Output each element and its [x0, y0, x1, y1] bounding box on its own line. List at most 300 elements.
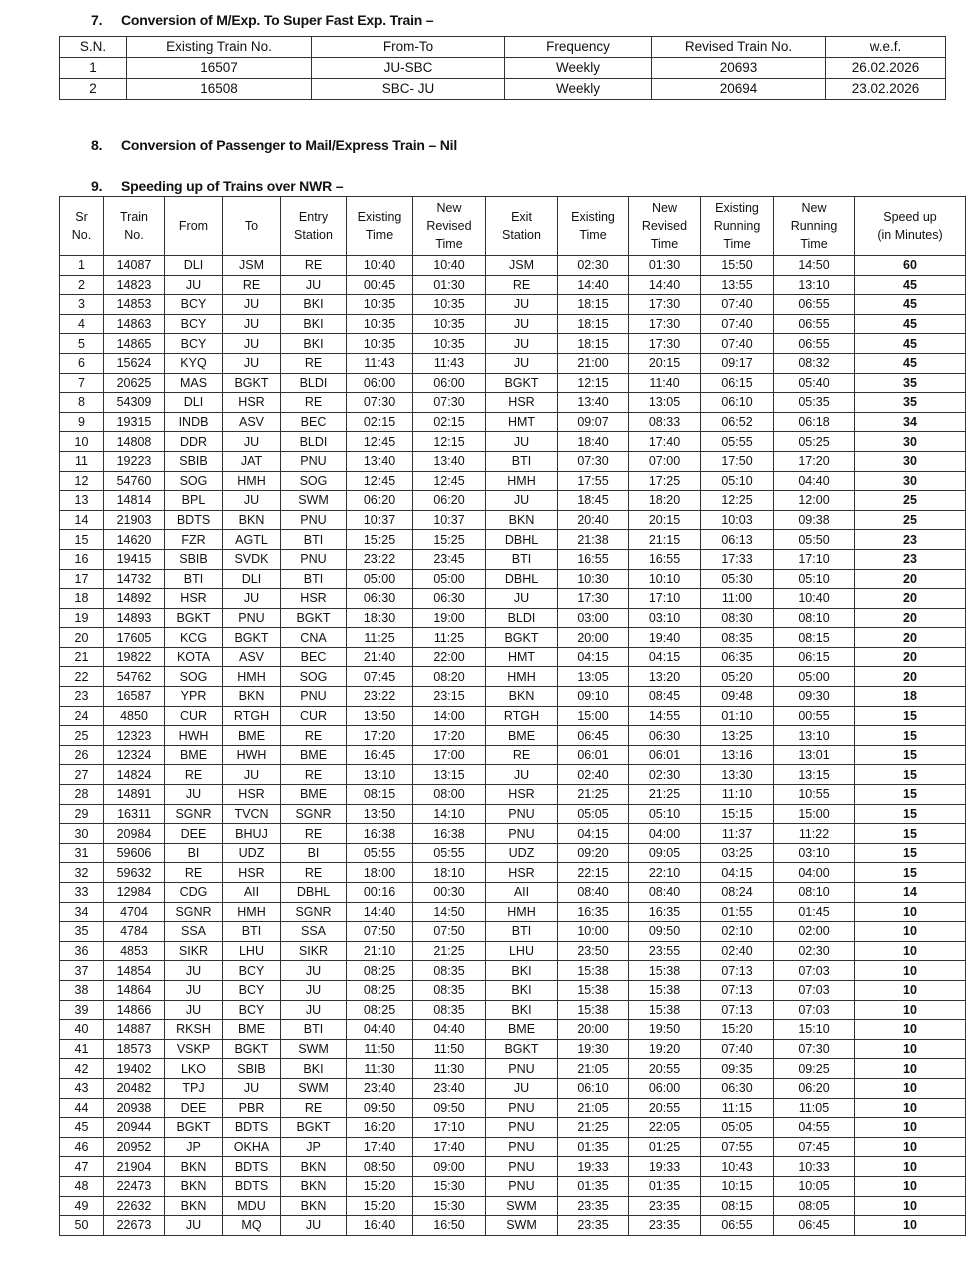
table-cell: 09:07 [558, 412, 629, 432]
table-cell: 19:40 [629, 628, 701, 648]
table-cell: 19822 [104, 647, 165, 667]
table-cell: 02:30 [558, 256, 629, 276]
speed-up-cell: 30 [855, 432, 966, 452]
table-cell: 10:35 [347, 334, 413, 354]
table-cell: 14892 [104, 589, 165, 609]
speed-up-cell: 45 [855, 353, 966, 373]
table-cell: 13:15 [774, 765, 855, 785]
table-header-row [60, 197, 966, 256]
section-8-number: 8. [91, 137, 103, 153]
column-header: Frequency [505, 37, 652, 58]
table-cell: 01:30 [629, 256, 701, 276]
table-cell: 13:16 [701, 745, 774, 765]
table-cell: SSA [281, 922, 347, 942]
table-cell: 06:55 [701, 1216, 774, 1236]
table-cell: JU [165, 1000, 223, 1020]
table-cell: BPL [165, 491, 223, 511]
table-cell: 21:25 [558, 1118, 629, 1138]
speed-up-cell: 15 [855, 706, 966, 726]
table-cell: 18 [60, 589, 104, 609]
table-cell: 16:40 [347, 1216, 413, 1236]
table-cell: BKN [281, 1176, 347, 1196]
table-cell: 2 [60, 275, 104, 295]
table-cell: 05:55 [701, 432, 774, 452]
table-cell: 06:00 [413, 373, 486, 393]
table-cell: 15:15 [701, 804, 774, 824]
table-cell: 23:15 [413, 687, 486, 707]
table-cell: BGKT [281, 1118, 347, 1138]
table-cell: 33 [60, 883, 104, 903]
table-cell: 14863 [104, 314, 165, 334]
table-cell: 04:40 [413, 1020, 486, 1040]
table-cell: BGKT [165, 608, 223, 628]
table-cell: 06:20 [413, 491, 486, 511]
table-cell: Weekly [505, 58, 652, 79]
table-cell: HMH [486, 902, 558, 922]
table-cell: 08:50 [347, 1157, 413, 1177]
column-header-line: Running [713, 219, 761, 233]
table-cell: 06:10 [701, 393, 774, 413]
table-cell: 21:25 [558, 785, 629, 805]
table-cell: BGKT [281, 608, 347, 628]
table-cell: 14:50 [413, 902, 486, 922]
table-cell: 13:05 [629, 393, 701, 413]
table-cell: 05:20 [701, 667, 774, 687]
table-cell: ASV [223, 647, 281, 667]
table-row [60, 58, 946, 79]
table-cell: 05:05 [701, 1118, 774, 1138]
table-row [60, 863, 966, 883]
table-cell: HMT [486, 412, 558, 432]
table-cell: 5 [60, 334, 104, 354]
table-cell: SBIB [165, 451, 223, 471]
table-cell: 10:35 [347, 295, 413, 315]
table-cell: 15624 [104, 353, 165, 373]
table-cell: 01:35 [558, 1176, 629, 1196]
column-header-line: Exit [511, 210, 532, 224]
table-cell: 10:37 [347, 510, 413, 530]
column-header-line: Time [435, 237, 463, 251]
column-header-line: Time [365, 228, 394, 242]
table-cell: 00:45 [347, 275, 413, 295]
table-cell: HSR [165, 589, 223, 609]
column-header [774, 197, 855, 256]
table-cell: JU [165, 1216, 223, 1236]
table-cell: KYQ [165, 353, 223, 373]
table-cell: 22632 [104, 1196, 165, 1216]
table-row [60, 412, 966, 432]
table-cell: 21:38 [558, 530, 629, 550]
table-cell: RE [165, 863, 223, 883]
table-row [60, 1176, 966, 1196]
table-cell: 01:25 [629, 1137, 701, 1157]
speed-up-cell: 15 [855, 824, 966, 844]
table-cell: 09:35 [701, 1059, 774, 1079]
table-cell: BEC [281, 647, 347, 667]
table-cell: 06:55 [774, 295, 855, 315]
table-row [60, 1137, 966, 1157]
table-cell: CUR [165, 706, 223, 726]
table-cell: 15:25 [413, 530, 486, 550]
speed-up-cell: 10 [855, 1059, 966, 1079]
table-cell: CUR [281, 706, 347, 726]
table-cell: 17:20 [413, 726, 486, 746]
table-cell: 09:50 [629, 922, 701, 942]
table-cell: 06:30 [413, 589, 486, 609]
table-cell: 21:05 [558, 1059, 629, 1079]
table-cell: 17:00 [413, 745, 486, 765]
table-cell: BDTS [223, 1176, 281, 1196]
table-cell: 13:25 [701, 726, 774, 746]
table-cell: 16587 [104, 687, 165, 707]
table-cell: 06:15 [701, 373, 774, 393]
table-cell: AGTL [223, 530, 281, 550]
table-cell: 16508 [127, 79, 312, 100]
table-cell: BME [223, 726, 281, 746]
table-cell: HSR [486, 785, 558, 805]
table-cell: 04:40 [347, 1020, 413, 1040]
table-cell: 08:20 [413, 667, 486, 687]
speed-up-cell: 45 [855, 295, 966, 315]
table-cell: 14824 [104, 765, 165, 785]
table-cell: 18:15 [558, 314, 629, 334]
table-row [60, 687, 966, 707]
table-cell: 02:30 [774, 941, 855, 961]
table-cell: 11:30 [413, 1059, 486, 1079]
table-cell: 17:30 [558, 589, 629, 609]
table-cell: PNU [281, 687, 347, 707]
table-row [60, 79, 946, 100]
table-cell: 13:05 [558, 667, 629, 687]
table-cell: 15:00 [558, 706, 629, 726]
table-cell: 14864 [104, 980, 165, 1000]
table-row [60, 1059, 966, 1079]
table-row [60, 824, 966, 844]
table-cell: 12:15 [558, 373, 629, 393]
table-cell: 08:25 [347, 1000, 413, 1020]
column-header [413, 197, 486, 256]
section-7-title: Conversion of M/Exp. To Super Fast Exp. Train – [121, 12, 434, 28]
table-cell: 49 [60, 1196, 104, 1216]
table-cell: 15:38 [558, 961, 629, 981]
table-row [60, 549, 966, 569]
table-cell: DEE [165, 824, 223, 844]
table-cell: HMH [223, 667, 281, 687]
table-cell: RE [281, 765, 347, 785]
table-cell: BTI [223, 922, 281, 942]
table-row [60, 432, 966, 452]
table-cell: 12:15 [413, 432, 486, 452]
table-cell: 11:10 [701, 785, 774, 805]
table-cell: 07:13 [701, 1000, 774, 1020]
table-row [60, 314, 966, 334]
table-cell: 15:25 [347, 530, 413, 550]
table-cell: 46 [60, 1137, 104, 1157]
table-cell: 20:15 [629, 510, 701, 530]
column-header-line: Speed up [883, 210, 937, 224]
table-cell: 08:32 [774, 353, 855, 373]
table-cell: BTI [165, 569, 223, 589]
table-cell: SOG [165, 471, 223, 491]
table-cell: 08:05 [774, 1196, 855, 1216]
table-cell: 19:20 [629, 1039, 701, 1059]
column-header [855, 197, 966, 256]
table-cell: 42 [60, 1059, 104, 1079]
table-cell: 10:30 [558, 569, 629, 589]
table-cell: 38 [60, 980, 104, 1000]
table-cell: 19:30 [558, 1039, 629, 1059]
table-cell: 16 [60, 549, 104, 569]
table-cell: 59632 [104, 863, 165, 883]
table-cell: 12:45 [413, 471, 486, 491]
table-cell: HSR [281, 589, 347, 609]
column-header-line: Entry [298, 210, 329, 224]
table-cell: 07:55 [701, 1137, 774, 1157]
table-cell: PNU [486, 804, 558, 824]
table-cell: 11:15 [701, 1098, 774, 1118]
table-cell: 04:00 [629, 824, 701, 844]
table-cell: 04:00 [774, 863, 855, 883]
table-cell: RTGH [486, 706, 558, 726]
table-cell: 21:40 [347, 647, 413, 667]
table-cell: 11:25 [413, 628, 486, 648]
table-cell: 37 [60, 961, 104, 981]
table-cell: 08:45 [629, 687, 701, 707]
table-row [60, 451, 966, 471]
table-cell: 26.02.2026 [826, 58, 946, 79]
speed-up-cell: 10 [855, 1157, 966, 1177]
table-cell: BKI [486, 980, 558, 1000]
table-cell: 21:10 [347, 941, 413, 961]
column-header [223, 197, 281, 256]
table-cell: BME [223, 1020, 281, 1040]
table-cell: SOG [281, 471, 347, 491]
table-cell: 22673 [104, 1216, 165, 1236]
table-cell: 16:45 [347, 745, 413, 765]
table-cell: 15 [60, 530, 104, 550]
table-cell: 08:35 [701, 628, 774, 648]
table-cell: 25 [60, 726, 104, 746]
table-cell: BKN [486, 687, 558, 707]
table-cell: JU [486, 314, 558, 334]
table-cell: 09:25 [774, 1059, 855, 1079]
table-cell: RE [281, 863, 347, 883]
table-cell: SOG [165, 667, 223, 687]
table-cell: 20693 [652, 58, 826, 79]
table-cell: BTI [281, 530, 347, 550]
column-header-line: Station [294, 228, 333, 242]
table-cell: 23:40 [347, 1078, 413, 1098]
column-header: S.N. [60, 37, 127, 58]
table-cell: CNA [281, 628, 347, 648]
table-cell: DLI [165, 393, 223, 413]
section-8-heading [91, 137, 457, 153]
speed-up-cell: 15 [855, 863, 966, 883]
table-cell: 06:15 [774, 647, 855, 667]
table-cell: 10 [60, 432, 104, 452]
table-cell: JU [165, 980, 223, 1000]
table-cell: JU [281, 1216, 347, 1236]
speed-up-cell: 20 [855, 667, 966, 687]
table-cell: 11:00 [701, 589, 774, 609]
table-row [60, 961, 966, 981]
table-cell: BKN [281, 1157, 347, 1177]
table-cell: 23:55 [629, 941, 701, 961]
table-cell: TVCN [223, 804, 281, 824]
table-cell: 10:10 [629, 569, 701, 589]
column-header-line: To [244, 219, 259, 233]
table-cell: JU [223, 1078, 281, 1098]
table-cell: SBIB [223, 1059, 281, 1079]
table-row [60, 902, 966, 922]
column-header [165, 197, 223, 256]
table-cell: BCY [165, 295, 223, 315]
table-cell: 43 [60, 1078, 104, 1098]
table-cell: 30 [60, 824, 104, 844]
table-cell: 02:10 [701, 922, 774, 942]
table-cell: 09:10 [558, 687, 629, 707]
table-cell: SWM [281, 1078, 347, 1098]
table-cell: BI [281, 843, 347, 863]
table-cell: 7 [60, 373, 104, 393]
table-cell: 4704 [104, 902, 165, 922]
table-cell: OKHA [223, 1137, 281, 1157]
table-cell: 16:38 [347, 824, 413, 844]
table-cell: DLI [165, 256, 223, 276]
table-cell: BKI [281, 334, 347, 354]
table-cell: 10:05 [774, 1176, 855, 1196]
table-cell: PNU [223, 608, 281, 628]
table-cell: 06:45 [558, 726, 629, 746]
column-header [60, 197, 104, 256]
speed-up-cell: 18 [855, 687, 966, 707]
table-cell: 11:40 [629, 373, 701, 393]
table-cell: SGNR [281, 902, 347, 922]
table-cell: HWH [165, 726, 223, 746]
column-header-line: Existing [571, 210, 615, 224]
table-cell: 05:00 [774, 667, 855, 687]
table-cell: 19223 [104, 451, 165, 471]
table-cell: YPR [165, 687, 223, 707]
speed-up-cell: 30 [855, 451, 966, 471]
table-cell: 08:25 [347, 980, 413, 1000]
table-cell: 14866 [104, 1000, 165, 1020]
table-cell: SGNR [165, 804, 223, 824]
table-cell: 14891 [104, 785, 165, 805]
section-7-heading [91, 12, 433, 28]
table-cell: 17 [60, 569, 104, 589]
speed-up-cell: 30 [855, 471, 966, 491]
table-cell: 11:43 [413, 353, 486, 373]
table-cell: 06:18 [774, 412, 855, 432]
table-cell: 9 [60, 412, 104, 432]
table-cell: 13:20 [629, 667, 701, 687]
column-header [701, 197, 774, 256]
table-cell: BME [281, 785, 347, 805]
table-cell: JU [486, 589, 558, 609]
table-cell: 14853 [104, 295, 165, 315]
table-cell: 07:00 [629, 451, 701, 471]
table-cell: BKI [486, 1000, 558, 1020]
table-cell: 05:50 [774, 530, 855, 550]
table-cell: 20694 [652, 79, 826, 100]
table-cell: 06:10 [558, 1078, 629, 1098]
table-cell: SOG [281, 667, 347, 687]
speed-up-cell: 20 [855, 608, 966, 628]
table-cell: 20:00 [558, 628, 629, 648]
table-cell: BKI [281, 295, 347, 315]
table-cell: 09:17 [701, 353, 774, 373]
column-header-line: Time [650, 237, 679, 251]
table-cell: 15:38 [558, 1000, 629, 1020]
table-cell: SWM [281, 1039, 347, 1059]
table-cell: INDB [165, 412, 223, 432]
table-cell: HMH [223, 471, 281, 491]
table-cell: 10:40 [413, 256, 486, 276]
table-cell: 17:10 [774, 549, 855, 569]
column-header-line: Existing [357, 210, 402, 224]
table-cell: 05:35 [774, 393, 855, 413]
table-cell: 20:55 [629, 1098, 701, 1118]
table-cell: RE [223, 275, 281, 295]
table-cell: 54309 [104, 393, 165, 413]
table-cell: BLDI [281, 373, 347, 393]
table-cell: MQ [223, 1216, 281, 1236]
table-cell: 06:00 [629, 1078, 701, 1098]
table-cell: 22:10 [629, 863, 701, 883]
table-cell: 19:33 [558, 1157, 629, 1177]
table-cell: Weekly [505, 79, 652, 100]
table-row [60, 765, 966, 785]
table-cell: 34 [60, 902, 104, 922]
table-cell: BLDI [486, 608, 558, 628]
table-cell: DBHL [486, 530, 558, 550]
table-row [60, 256, 966, 276]
table-cell: 12:45 [347, 471, 413, 491]
table-header-row [60, 37, 946, 58]
table-cell: 11:37 [701, 824, 774, 844]
table-cell: JU [165, 961, 223, 981]
table-cell: 6 [60, 353, 104, 373]
table-cell: 15:20 [347, 1196, 413, 1216]
table-cell: 10:35 [413, 314, 486, 334]
table-cell: JP [281, 1137, 347, 1157]
table-cell: 23:35 [629, 1216, 701, 1236]
table-row [60, 726, 966, 746]
table-cell: 08:40 [558, 883, 629, 903]
table-cell: 44 [60, 1098, 104, 1118]
table-cell: LKO [165, 1059, 223, 1079]
table-cell: 15:10 [774, 1020, 855, 1040]
table-cell: 23:50 [558, 941, 629, 961]
table-cell: RE [281, 393, 347, 413]
table-row [60, 1039, 966, 1059]
table-cell: JU [223, 295, 281, 315]
table-cell: PNU [281, 549, 347, 569]
table-cell: JU [165, 785, 223, 805]
table-cell: 05:25 [774, 432, 855, 452]
table-cell: JU [223, 491, 281, 511]
speeding-up-trains-table [59, 196, 966, 1236]
column-header-line: New [436, 201, 462, 215]
table-cell: 20482 [104, 1078, 165, 1098]
table-cell: 14:50 [774, 256, 855, 276]
table-row [60, 628, 966, 648]
table-cell: 14620 [104, 530, 165, 550]
table-cell: 14:40 [347, 902, 413, 922]
speed-up-cell: 45 [855, 334, 966, 354]
table-cell: 08:40 [629, 883, 701, 903]
